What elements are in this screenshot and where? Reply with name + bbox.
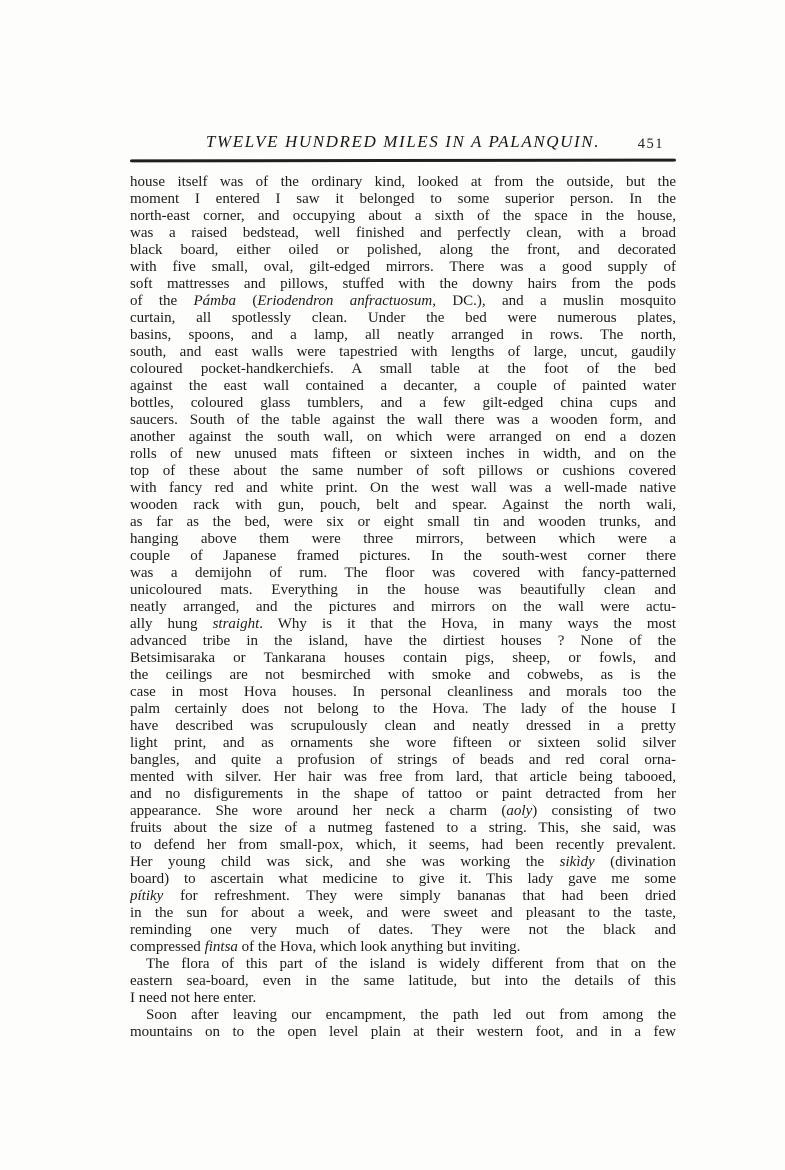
page-content: [130, 132, 676, 1041]
text-line: neatly arranged, and the pictures and mirrors on the wall were actu-: [130, 599, 676, 615]
text-line: with fancy red and white print. On the west wall was a well-made native: [130, 480, 676, 496]
text-line: another against the south wall, on which were arranged on end a dozen: [130, 429, 676, 445]
text-line: pítiky for refreshment. They were simply bananas that had been dried: [130, 888, 676, 904]
text-line: bangles, and quite a profusion of strings of beads and red coral orna-: [130, 752, 676, 768]
text-line: mountains on to the open level plain at their western foot, and in a few: [130, 1024, 676, 1040]
page-title: TWELVE HUNDRED MILES IN A PALANQUIN.: [205, 132, 601, 151]
text-line: hanging above them were three mirrors, between which were a: [130, 531, 676, 547]
text-line: unicoloured mats. Everything in the house was beautifully clean and: [130, 582, 676, 598]
text-line: compressed fintsa of the Hova, which look anything but inviting.: [130, 939, 521, 955]
text-line: house itself was of the ordinary kind, looked at from the outside, but the: [130, 174, 676, 190]
running-head: [130, 132, 676, 159]
paragraph: [130, 1007, 676, 1041]
page-body: [130, 174, 676, 1041]
text-line: rolls of new unused mats fifteen or sixteen inches in width, and on the: [130, 446, 676, 462]
text-line: against the east wall contained a decanter, a couple of painted water: [130, 378, 676, 394]
text-line: to defend her from small-pox, which, it seems, had been recently prevalent.: [130, 837, 676, 853]
text-line: curtain, all spotlessly clean. Under the bed were numerous plates,: [130, 310, 676, 326]
text-line: have described was scrupulously clean and neatly dressed in a pretty: [130, 718, 676, 734]
text-line: fruits about the size of a nutmeg fastened to a string. This, she said, was: [130, 820, 676, 836]
text-line: wooden rack with gun, pouch, belt and spear. Against the north wali,: [130, 497, 676, 513]
text-line: top of these about the same number of soft pillows or cushions covered: [130, 463, 676, 479]
page-number: 451: [637, 136, 664, 152]
text-line: saucers. South of the table against the wall there was a wooden form, and: [130, 412, 676, 428]
text-line: palm certainly does not belong to the Hova. The lady of the house I: [130, 701, 676, 717]
text-line: moment I entered I saw it belonged to some superior person. In the: [130, 191, 676, 207]
text-line: of the Pámba (Eriodendron anfractuosum, DC.), and a muslin mosquito: [130, 293, 676, 309]
text-line: board) to ascertain what medicine to give it. This lady gave me some: [130, 871, 676, 887]
text-line: eastern sea-board, even in the same latitude, but into the details of this: [130, 973, 676, 989]
text-line: Soon after leaving our encampment, the path led out from among the: [146, 1007, 676, 1023]
text-line: basins, spoons, and a lamp, all neatly arranged in rows. The north,: [130, 327, 676, 343]
text-line: advanced tribe in the island, have the dirtiest houses ? None of the: [130, 633, 676, 649]
text-line: ally hung straight. Why is it that the Hova, in many ways the most: [130, 616, 676, 632]
paragraph: [130, 174, 676, 956]
text-line: soft mattresses and pillows, stuffed with the downy hairs from the pods: [130, 276, 676, 292]
text-line: in the sun for about a week, and were sweet and pleasant to the taste,: [130, 905, 676, 921]
text-line: appearance. She wore around her neck a charm (aoly) consisting of two: [130, 803, 676, 819]
text-line: was a demijohn of rum. The floor was covered with fancy-patterned: [130, 565, 676, 581]
text-line: north-east corner, and occupying about a sixth of the space in the house,: [130, 208, 676, 224]
text-line: I need not here enter.: [130, 990, 257, 1006]
text-line: couple of Japanese framed pictures. In the south-west corner there: [130, 548, 676, 564]
text-line: the ceilings are not besmirched with smoke and cobwebs, as is the: [130, 667, 676, 683]
text-line: with five small, oval, gilt-edged mirrors. There was a good supply of: [130, 259, 676, 275]
text-line: south, and east walls were tapestried with lengths of large, uncut, gaudily: [130, 344, 676, 360]
text-line: Her young child was sick, and she was working the sikìdy (divination: [130, 854, 676, 870]
text-line: light print, and as ornaments she wore fifteen or sixteen solid silver: [130, 735, 676, 751]
text-line: coloured pocket-handkerchiefs. A small table at the foot of the bed: [130, 361, 676, 377]
text-line: The flora of this part of the island is widely different from that on the: [146, 956, 676, 972]
text-line: bottles, coloured glass tumblers, and a few gilt-edged china cups and: [130, 395, 676, 411]
text-line: and no disfigurements in the shape of tattoo or paint detracted from her: [130, 786, 676, 802]
text-line: was a raised bedstead, well finished and perfectly clean, with a broad: [130, 225, 676, 241]
text-line: black board, either oiled or polished, along the front, and decorated: [130, 242, 676, 258]
text-line: mented with silver. Her hair was free from lard, that article being tabooed,: [130, 769, 676, 785]
header-rule: [130, 159, 676, 163]
paragraph: [130, 956, 676, 1007]
text-line: reminding one very much of dates. They were not the black and: [130, 922, 676, 938]
text-line: as far as the bed, were six or eight small tin and wooden trunks, and: [130, 514, 676, 530]
text-line: Betsimisaraka or Tankarana houses contain pigs, sheep, or fowls, and: [130, 650, 676, 666]
text-line: case in most Hova houses. In personal cleanliness and morals too the: [130, 684, 676, 700]
